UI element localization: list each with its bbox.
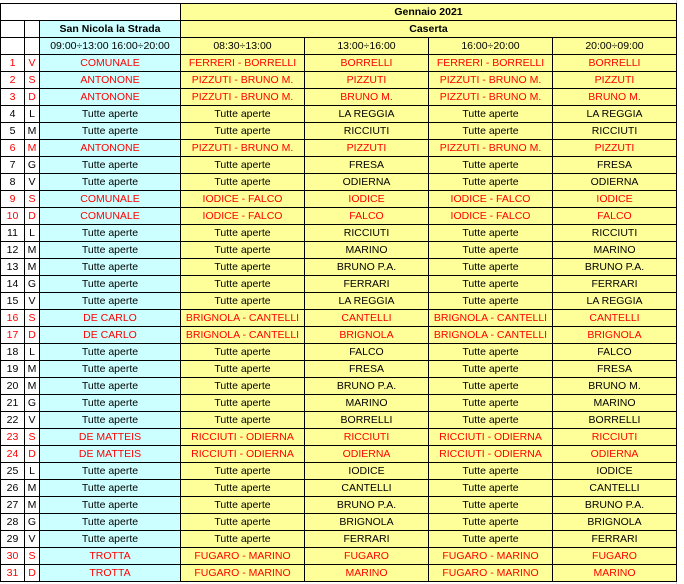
- caserta-2000-0900-cell[interactable]: CANTELLI: [553, 310, 677, 327]
- caserta-1300-1600-cell[interactable]: BRUNO P.A.: [305, 259, 429, 276]
- caserta-1300-1600-cell[interactable]: PIZZUTI: [305, 72, 429, 89]
- day-row: [1, 480, 677, 497]
- day-number-cell[interactable]: 17: [1, 327, 25, 344]
- caserta-1300-1600-cell[interactable]: RICCIUTI: [305, 429, 429, 446]
- san-nicola-pharmacy-cell[interactable]: Tutte aperte: [40, 378, 181, 395]
- caserta-1600-2000-cell[interactable]: IODICE - FALCO: [429, 208, 553, 225]
- san-nicola-header[interactable]: San Nicola la Strada: [40, 21, 181, 38]
- caserta-0830-1300-cell[interactable]: FUGARO - MARINO: [181, 548, 305, 565]
- weekday-cell[interactable]: L: [25, 106, 40, 123]
- month-title[interactable]: Gennaio 2021: [181, 4, 677, 21]
- caserta-0830-1300-cell[interactable]: PIZZUTI - BRUNO M.: [181, 72, 305, 89]
- day-row: [1, 565, 677, 582]
- san-nicola-pharmacy-cell[interactable]: Tutte aperte: [40, 497, 181, 514]
- day-row: [1, 157, 677, 174]
- caserta-0830-1300-cell[interactable]: Tutte aperte: [181, 514, 305, 531]
- caserta-2000-0900-cell[interactable]: RICCIUTI: [553, 225, 677, 242]
- weekday-cell[interactable]: M: [25, 361, 40, 378]
- day-row: [1, 310, 677, 327]
- caserta-1300-1600-cell[interactable]: BRUNO P.A.: [305, 378, 429, 395]
- caserta-0830-1300-cell[interactable]: FUGARO - MARINO: [181, 565, 305, 582]
- caserta-0830-1300-cell[interactable]: Tutte aperte: [181, 395, 305, 412]
- caserta-2000-0900-cell[interactable]: RICCIUTI: [553, 123, 677, 140]
- weekday-cell[interactable]: G: [25, 395, 40, 412]
- weekday-cell[interactable]: S: [25, 191, 40, 208]
- weekday-cell[interactable]: S: [25, 548, 40, 565]
- day-row: [1, 276, 677, 293]
- caserta-1600-2000-cell[interactable]: Tutte aperte: [429, 157, 553, 174]
- day-row: [1, 514, 677, 531]
- weekday-cell[interactable]: D: [25, 208, 40, 225]
- caserta-0830-1300-cell[interactable]: PIZZUTI - BRUNO M.: [181, 89, 305, 106]
- caserta-1600-2000-cell[interactable]: Tutte aperte: [429, 174, 553, 191]
- caserta-1600-2000-cell[interactable]: Tutte aperte: [429, 276, 553, 293]
- caserta-1600-2000-cell[interactable]: FUGARO - MARINO: [429, 548, 553, 565]
- san-nicola-pharmacy-cell[interactable]: Tutte aperte: [40, 395, 181, 412]
- san-nicola-pharmacy-cell[interactable]: ANTONONE: [40, 72, 181, 89]
- day-row: [1, 242, 677, 259]
- san-nicola-pharmacy-cell[interactable]: COMUNALE: [40, 191, 181, 208]
- caserta-2000-0900-cell[interactable]: BORRELLI: [553, 55, 677, 72]
- day-row: [1, 259, 677, 276]
- san-nicola-pharmacy-cell[interactable]: Tutte aperte: [40, 123, 181, 140]
- day-row: [1, 106, 677, 123]
- caserta-0830-1300-cell[interactable]: RICCIUTI - ODIERNA: [181, 429, 305, 446]
- day-row: [1, 225, 677, 242]
- weekday-cell[interactable]: M: [25, 497, 40, 514]
- caserta-0830-1300-cell[interactable]: Tutte aperte: [181, 276, 305, 293]
- san-nicola-pharmacy-cell[interactable]: Tutte aperte: [40, 276, 181, 293]
- caserta-0830-1300-cell[interactable]: BRIGNOLA - CANTELLI: [181, 310, 305, 327]
- caserta-2000-0900-cell[interactable]: FALCO: [553, 344, 677, 361]
- day-row: [1, 293, 677, 310]
- caserta-0830-1300-cell[interactable]: Tutte aperte: [181, 531, 305, 548]
- weekday-cell[interactable]: G: [25, 276, 40, 293]
- san-nicola-pharmacy-cell[interactable]: Tutte aperte: [40, 174, 181, 191]
- weekday-cell[interactable]: L: [25, 225, 40, 242]
- caserta-2000-0900-cell[interactable]: FERRARI: [553, 276, 677, 293]
- caserta-0830-1300-cell[interactable]: Tutte aperte: [181, 157, 305, 174]
- caserta-2000-0900-cell[interactable]: FRESA: [553, 157, 677, 174]
- day-row: [1, 123, 677, 140]
- weekday-cell[interactable]: L: [25, 344, 40, 361]
- day-row: [1, 89, 677, 106]
- day-number-cell[interactable]: 6: [1, 140, 25, 157]
- day-number-cell[interactable]: 3: [1, 89, 25, 106]
- caserta-1300-1600-cell[interactable]: ODIERNA: [305, 174, 429, 191]
- caserta-1300-1600-cell[interactable]: BORRELLI: [305, 55, 429, 72]
- caserta-1300-1600-cell[interactable]: RICCIUTI: [305, 123, 429, 140]
- san-nicola-pharmacy-cell[interactable]: DE CARLO: [40, 327, 181, 344]
- day-row: [1, 378, 677, 395]
- day-row: [1, 361, 677, 378]
- empty-cell[interactable]: [1, 4, 181, 21]
- caserta-0830-1300-cell[interactable]: RICCIUTI - ODIERNA: [181, 446, 305, 463]
- day-row: [1, 344, 677, 361]
- san-nicola-pharmacy-cell[interactable]: Tutte aperte: [40, 412, 181, 429]
- caserta-1300-1600-cell[interactable]: RICCIUTI: [305, 225, 429, 242]
- caserta-1600-2000-cell[interactable]: Tutte aperte: [429, 412, 553, 429]
- caserta-1600-2000-cell[interactable]: Tutte aperte: [429, 293, 553, 310]
- weekday-cell[interactable]: V: [25, 174, 40, 191]
- caserta-0830-1300-cell[interactable]: Tutte aperte: [181, 259, 305, 276]
- day-number-cell[interactable]: 9: [1, 191, 25, 208]
- caserta-2000-0900-cell[interactable]: MARINO: [553, 395, 677, 412]
- caserta-2000-0900-cell[interactable]: BORRELLI: [553, 412, 677, 429]
- caserta-0830-1300-cell[interactable]: Tutte aperte: [181, 293, 305, 310]
- weekday-cell[interactable]: S: [25, 72, 40, 89]
- caserta-2000-0900-cell[interactable]: FUGARO: [553, 548, 677, 565]
- caserta-2000-0900-cell[interactable]: BRIGNOLA: [553, 327, 677, 344]
- caserta-0830-1300-cell[interactable]: Tutte aperte: [181, 106, 305, 123]
- area-header-row: [1, 21, 677, 38]
- weekday-cell[interactable]: D: [25, 565, 40, 582]
- san-nicola-pharmacy-cell[interactable]: TROTTA: [40, 565, 181, 582]
- caserta-1600-2000-cell[interactable]: FERRERI - BORRELLI: [429, 55, 553, 72]
- caserta-1300-1600-cell[interactable]: LA REGGIA: [305, 293, 429, 310]
- san-nicola-pharmacy-cell[interactable]: ANTONONE: [40, 89, 181, 106]
- caserta-0830-1300-cell[interactable]: Tutte aperte: [181, 378, 305, 395]
- caserta-2000-0900-cell[interactable]: IODICE: [553, 191, 677, 208]
- caserta-1600-2000-cell[interactable]: Tutte aperte: [429, 225, 553, 242]
- caserta-0830-1300-cell[interactable]: Tutte aperte: [181, 123, 305, 140]
- san-nicola-pharmacy-cell[interactable]: Tutte aperte: [40, 463, 181, 480]
- caserta-1600-2000-cell[interactable]: PIZZUTI - BRUNO M.: [429, 140, 553, 157]
- caserta-1300-1600-cell[interactable]: FRESA: [305, 157, 429, 174]
- day-row: [1, 412, 677, 429]
- day-number-cell[interactable]: 21: [1, 395, 25, 412]
- day-row: [1, 429, 677, 446]
- caserta-0830-1300-cell[interactable]: Tutte aperte: [181, 480, 305, 497]
- san-nicola-pharmacy-cell[interactable]: Tutte aperte: [40, 293, 181, 310]
- day-row: [1, 174, 677, 191]
- san-nicola-pharmacy-cell[interactable]: Tutte aperte: [40, 225, 181, 242]
- san-nicola-pharmacy-cell[interactable]: Tutte aperte: [40, 531, 181, 548]
- weekday-cell[interactable]: V: [25, 412, 40, 429]
- caserta-1600-2000-cell[interactable]: RICCIUTI - ODIERNA: [429, 429, 553, 446]
- empty-cell[interactable]: [1, 38, 25, 55]
- day-row: [1, 531, 677, 548]
- caserta-1600-2000-cell[interactable]: Tutte aperte: [429, 395, 553, 412]
- caserta-0830-1300-cell[interactable]: Tutte aperte: [181, 225, 305, 242]
- weekday-cell[interactable]: L: [25, 463, 40, 480]
- caserta-1300-1600-cell[interactable]: FERRARI: [305, 276, 429, 293]
- san-nicola-pharmacy-cell[interactable]: COMUNALE: [40, 55, 181, 72]
- caserta-0830-1300-cell[interactable]: Tutte aperte: [181, 242, 305, 259]
- day-number-cell[interactable]: 18: [1, 344, 25, 361]
- day-number-cell[interactable]: 24: [1, 446, 25, 463]
- day-row: [1, 72, 677, 89]
- caserta-1600-2000-cell[interactable]: Tutte aperte: [429, 106, 553, 123]
- day-row: [1, 55, 677, 72]
- caserta-header[interactable]: Caserta: [181, 21, 677, 38]
- san-nicola-pharmacy-cell[interactable]: ANTONONE: [40, 140, 181, 157]
- weekday-cell[interactable]: D: [25, 446, 40, 463]
- san-nicola-pharmacy-cell[interactable]: Tutte aperte: [40, 361, 181, 378]
- time-slot-san-nicola[interactable]: 09:00÷13:00 16:00÷20:00: [40, 38, 181, 55]
- san-nicola-pharmacy-cell[interactable]: Tutte aperte: [40, 480, 181, 497]
- day-number-cell[interactable]: 31: [1, 565, 25, 582]
- caserta-1300-1600-cell[interactable]: MARINO: [305, 395, 429, 412]
- caserta-1300-1600-cell[interactable]: ODIERNA: [305, 446, 429, 463]
- day-number-cell[interactable]: 8: [1, 174, 25, 191]
- caserta-2000-0900-cell[interactable]: PIZZUTI: [553, 140, 677, 157]
- title-row: [1, 4, 677, 21]
- weekday-cell[interactable]: D: [25, 327, 40, 344]
- caserta-2000-0900-cell[interactable]: RICCIUTI: [553, 429, 677, 446]
- caserta-1600-2000-cell[interactable]: PIZZUTI - BRUNO M.: [429, 72, 553, 89]
- san-nicola-pharmacy-cell[interactable]: DE MATTEIS: [40, 429, 181, 446]
- day-number-cell[interactable]: 5: [1, 123, 25, 140]
- caserta-1600-2000-cell[interactable]: BRIGNOLA - CANTELLI: [429, 310, 553, 327]
- empty-cell[interactable]: [25, 21, 40, 38]
- caserta-1600-2000-cell[interactable]: Tutte aperte: [429, 242, 553, 259]
- caserta-1300-1600-cell[interactable]: PIZZUTI: [305, 140, 429, 157]
- table-body: [1, 4, 677, 582]
- caserta-1600-2000-cell[interactable]: FUGARO - MARINO: [429, 565, 553, 582]
- caserta-1300-1600-cell[interactable]: IODICE: [305, 191, 429, 208]
- caserta-0830-1300-cell[interactable]: IODICE - FALCO: [181, 191, 305, 208]
- caserta-1300-1600-cell[interactable]: BORRELLI: [305, 412, 429, 429]
- day-number-cell[interactable]: 10: [1, 208, 25, 225]
- caserta-1300-1600-cell[interactable]: BRUNO P.A.: [305, 497, 429, 514]
- caserta-1300-1600-cell[interactable]: BRIGNOLA: [305, 327, 429, 344]
- day-number-cell[interactable]: 4: [1, 106, 25, 123]
- san-nicola-pharmacy-cell[interactable]: COMUNALE: [40, 208, 181, 225]
- san-nicola-pharmacy-cell[interactable]: Tutte aperte: [40, 242, 181, 259]
- pharmacy-shift-table: [0, 3, 677, 582]
- weekday-cell[interactable]: S: [25, 429, 40, 446]
- day-number-cell[interactable]: 19: [1, 361, 25, 378]
- caserta-1600-2000-cell[interactable]: Tutte aperte: [429, 344, 553, 361]
- weekday-cell[interactable]: M: [25, 242, 40, 259]
- caserta-2000-0900-cell[interactable]: ODIERNA: [553, 446, 677, 463]
- caserta-1300-1600-cell[interactable]: IODICE: [305, 463, 429, 480]
- caserta-1600-2000-cell[interactable]: Tutte aperte: [429, 480, 553, 497]
- caserta-2000-0900-cell[interactable]: ODIERNA: [553, 174, 677, 191]
- caserta-2000-0900-cell[interactable]: FRESA: [553, 361, 677, 378]
- caserta-2000-0900-cell[interactable]: PIZZUTI: [553, 72, 677, 89]
- san-nicola-pharmacy-cell[interactable]: DE CARLO: [40, 310, 181, 327]
- day-row: [1, 548, 677, 565]
- caserta-2000-0900-cell[interactable]: FALCO: [553, 208, 677, 225]
- weekday-cell[interactable]: M: [25, 378, 40, 395]
- weekday-cell[interactable]: V: [25, 531, 40, 548]
- day-row: [1, 327, 677, 344]
- time-slot-2000-0900[interactable]: 20:00÷09:00: [553, 38, 677, 55]
- day-number-cell[interactable]: 14: [1, 276, 25, 293]
- day-number-cell[interactable]: 26: [1, 480, 25, 497]
- caserta-1300-1600-cell[interactable]: MARINO: [305, 242, 429, 259]
- caserta-2000-0900-cell[interactable]: BRUNO M.: [553, 378, 677, 395]
- caserta-2000-0900-cell[interactable]: BRUNO P.A.: [553, 259, 677, 276]
- day-number-cell[interactable]: 28: [1, 514, 25, 531]
- day-row: [1, 497, 677, 514]
- san-nicola-pharmacy-cell[interactable]: Tutte aperte: [40, 514, 181, 531]
- day-number-cell[interactable]: 11: [1, 225, 25, 242]
- time-slot-row: [1, 38, 677, 55]
- caserta-1300-1600-cell[interactable]: MARINO: [305, 565, 429, 582]
- caserta-0830-1300-cell[interactable]: Tutte aperte: [181, 412, 305, 429]
- san-nicola-pharmacy-cell[interactable]: DE MATTEIS: [40, 446, 181, 463]
- caserta-2000-0900-cell[interactable]: CANTELLI: [553, 480, 677, 497]
- weekday-cell[interactable]: G: [25, 514, 40, 531]
- caserta-0830-1300-cell[interactable]: Tutte aperte: [181, 174, 305, 191]
- caserta-2000-0900-cell[interactable]: LA REGGIA: [553, 106, 677, 123]
- san-nicola-pharmacy-cell[interactable]: Tutte aperte: [40, 157, 181, 174]
- caserta-0830-1300-cell[interactable]: IODICE - FALCO: [181, 208, 305, 225]
- caserta-2000-0900-cell[interactable]: BRUNO M.: [553, 89, 677, 106]
- time-slot-0830-1300[interactable]: 08:30÷13:00: [181, 38, 305, 55]
- day-number-cell[interactable]: 2: [1, 72, 25, 89]
- caserta-2000-0900-cell[interactable]: FERRARI: [553, 531, 677, 548]
- caserta-1300-1600-cell[interactable]: FRESA: [305, 361, 429, 378]
- day-number-cell[interactable]: 20: [1, 378, 25, 395]
- caserta-1600-2000-cell[interactable]: Tutte aperte: [429, 463, 553, 480]
- caserta-0830-1300-cell[interactable]: Tutte aperte: [181, 361, 305, 378]
- day-number-cell[interactable]: 23: [1, 429, 25, 446]
- caserta-0830-1300-cell[interactable]: Tutte aperte: [181, 497, 305, 514]
- caserta-2000-0900-cell[interactable]: LA REGGIA: [553, 293, 677, 310]
- caserta-1600-2000-cell[interactable]: Tutte aperte: [429, 123, 553, 140]
- weekday-cell[interactable]: D: [25, 89, 40, 106]
- empty-cell[interactable]: [25, 38, 40, 55]
- caserta-2000-0900-cell[interactable]: IODICE: [553, 463, 677, 480]
- caserta-1300-1600-cell[interactable]: CANTELLI: [305, 310, 429, 327]
- caserta-1600-2000-cell[interactable]: BRIGNOLA - CANTELLI: [429, 327, 553, 344]
- caserta-1300-1600-cell[interactable]: FALCO: [305, 208, 429, 225]
- empty-cell[interactable]: [1, 21, 25, 38]
- caserta-1300-1600-cell[interactable]: BRIGNOLA: [305, 514, 429, 531]
- day-number-cell[interactable]: 25: [1, 463, 25, 480]
- day-row: [1, 395, 677, 412]
- caserta-1300-1600-cell[interactable]: CANTELLI: [305, 480, 429, 497]
- caserta-1600-2000-cell[interactable]: PIZZUTI - BRUNO M.: [429, 89, 553, 106]
- day-row: [1, 191, 677, 208]
- day-number-cell[interactable]: 1: [1, 55, 25, 72]
- weekday-cell[interactable]: V: [25, 55, 40, 72]
- day-number-cell[interactable]: 16: [1, 310, 25, 327]
- weekday-cell[interactable]: M: [25, 123, 40, 140]
- time-slot-1300-1600[interactable]: 13:00÷16:00: [305, 38, 429, 55]
- weekday-cell[interactable]: V: [25, 293, 40, 310]
- caserta-2000-0900-cell[interactable]: MARINO: [553, 565, 677, 582]
- caserta-1600-2000-cell[interactable]: IODICE - FALCO: [429, 191, 553, 208]
- san-nicola-pharmacy-cell[interactable]: Tutte aperte: [40, 259, 181, 276]
- weekday-cell[interactable]: M: [25, 259, 40, 276]
- weekday-cell[interactable]: M: [25, 480, 40, 497]
- caserta-2000-0900-cell[interactable]: BRUNO P.A.: [553, 497, 677, 514]
- weekday-cell[interactable]: S: [25, 310, 40, 327]
- caserta-1600-2000-cell[interactable]: Tutte aperte: [429, 259, 553, 276]
- day-number-cell[interactable]: 27: [1, 497, 25, 514]
- day-number-cell[interactable]: 15: [1, 293, 25, 310]
- caserta-0830-1300-cell[interactable]: Tutte aperte: [181, 463, 305, 480]
- day-row: [1, 140, 677, 157]
- time-slot-1600-2000[interactable]: 16:00÷20:00: [429, 38, 553, 55]
- caserta-1600-2000-cell[interactable]: Tutte aperte: [429, 531, 553, 548]
- caserta-2000-0900-cell[interactable]: BRIGNOLA: [553, 514, 677, 531]
- day-row: [1, 463, 677, 480]
- caserta-1300-1600-cell[interactable]: BRUNO M.: [305, 89, 429, 106]
- day-number-cell[interactable]: 12: [1, 242, 25, 259]
- caserta-0830-1300-cell[interactable]: PIZZUTI - BRUNO M.: [181, 140, 305, 157]
- day-number-cell[interactable]: 13: [1, 259, 25, 276]
- weekday-cell[interactable]: G: [25, 157, 40, 174]
- day-number-cell[interactable]: 29: [1, 531, 25, 548]
- caserta-0830-1300-cell[interactable]: FERRERI - BORRELLI: [181, 55, 305, 72]
- caserta-2000-0900-cell[interactable]: MARINO: [553, 242, 677, 259]
- san-nicola-pharmacy-cell[interactable]: TROTTA: [40, 548, 181, 565]
- day-row: [1, 208, 677, 225]
- caserta-1600-2000-cell[interactable]: Tutte aperte: [429, 378, 553, 395]
- day-number-cell[interactable]: 30: [1, 548, 25, 565]
- caserta-1300-1600-cell[interactable]: LA REGGIA: [305, 106, 429, 123]
- caserta-1300-1600-cell[interactable]: FERRARI: [305, 531, 429, 548]
- caserta-1600-2000-cell[interactable]: Tutte aperte: [429, 497, 553, 514]
- caserta-0830-1300-cell[interactable]: Tutte aperte: [181, 344, 305, 361]
- caserta-1600-2000-cell[interactable]: RICCIUTI - ODIERNA: [429, 446, 553, 463]
- caserta-1300-1600-cell[interactable]: FALCO: [305, 344, 429, 361]
- caserta-0830-1300-cell[interactable]: BRIGNOLA - CANTELLI: [181, 327, 305, 344]
- caserta-1300-1600-cell[interactable]: FUGARO: [305, 548, 429, 565]
- san-nicola-pharmacy-cell[interactable]: Tutte aperte: [40, 344, 181, 361]
- caserta-1600-2000-cell[interactable]: Tutte aperte: [429, 514, 553, 531]
- weekday-cell[interactable]: M: [25, 140, 40, 157]
- san-nicola-pharmacy-cell[interactable]: Tutte aperte: [40, 106, 181, 123]
- day-row: [1, 446, 677, 463]
- day-number-cell[interactable]: 22: [1, 412, 25, 429]
- caserta-1600-2000-cell[interactable]: Tutte aperte: [429, 361, 553, 378]
- day-number-cell[interactable]: 7: [1, 157, 25, 174]
